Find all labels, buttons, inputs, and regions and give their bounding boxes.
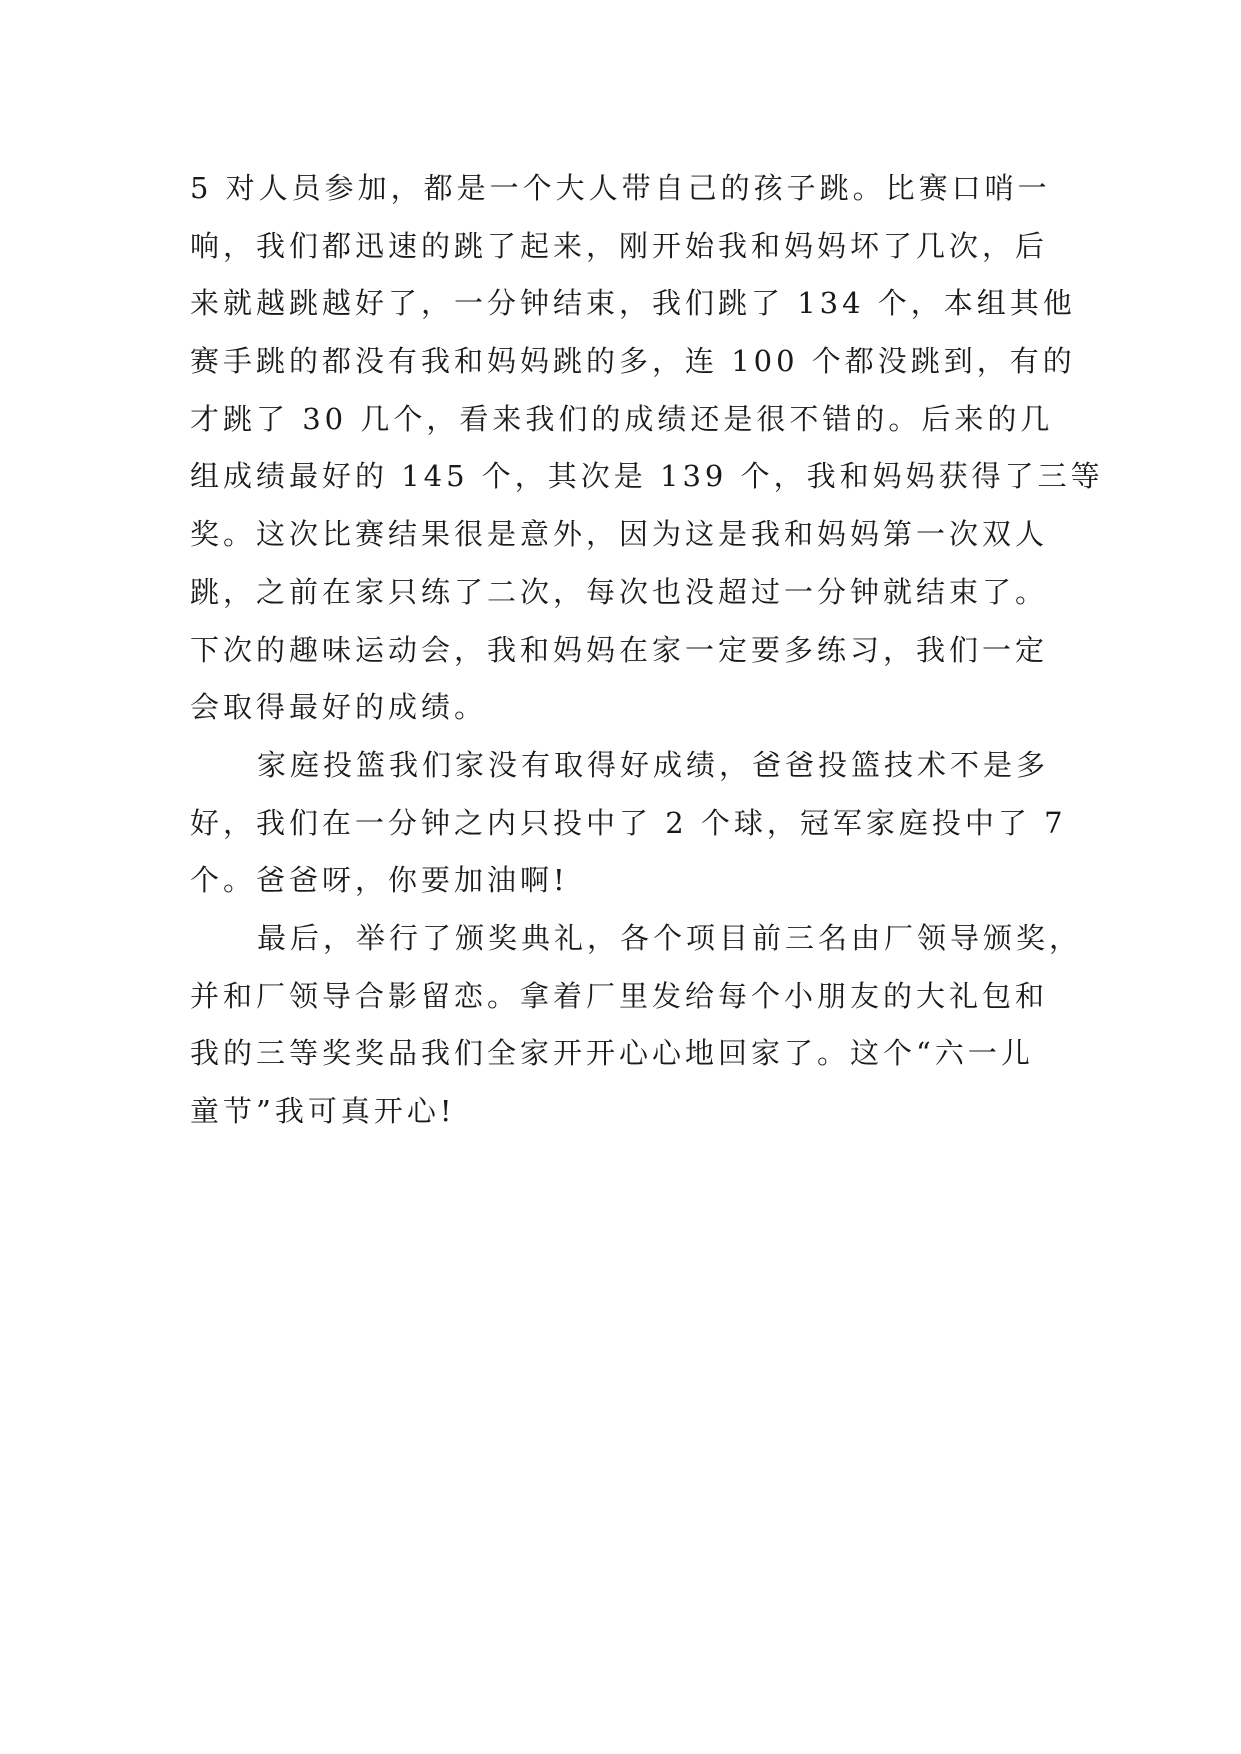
- text-line: 跳，之前在家只练了二次，每次也没超过一分钟就结束了。: [190, 574, 1049, 609]
- document-body: [190, 160, 1104, 1141]
- text-line: 个。爸爸呀，你要加油啊!: [190, 863, 569, 898]
- text-line: 才跳了 30 几个，看来我们的成绩还是很不错的。后来的几: [190, 401, 1054, 436]
- text-line: 会取得最好的成绩。: [190, 690, 488, 725]
- text-line: 并和厂领导合影留恋。拿着厂里发给每个小朋友的大礼包和: [190, 978, 1049, 1013]
- paragraph-start-line: 家庭投篮我们家没有取得好成绩，爸爸投篮技术不是多: [257, 747, 1050, 782]
- paragraph-start-line: 最后，举行了颁奖典礼，各个项目前三名由厂领导颁奖，: [257, 920, 1083, 955]
- text-line: 5 对人员参加，都是一个大人带自己的孩子跳。比赛口哨一: [190, 171, 1051, 205]
- text-line: 下次的趣味运动会，我和妈妈在家一定要多练习，我们一定: [190, 632, 1049, 667]
- text-line: 组成绩最好的 145 个，其次是 139 个，我和妈妈获得了三等: [190, 459, 1104, 494]
- text-line: 我的三等奖奖品我们全家开开心心地回家了。这个“六一儿: [190, 1036, 1034, 1071]
- text-line: 奖。这次比赛结果很是意外，因为这是我和妈妈第一次双人: [190, 517, 1049, 552]
- text-line: 好，我们在一分钟之内只投中了 2 个球，冠军家庭投中了 7: [190, 805, 1067, 840]
- text-line: 童节”我可真开心!: [190, 1094, 456, 1128]
- text-line: 来就越跳越好了，一分钟结束，我们跳了 134 个，本组其他: [190, 286, 1076, 321]
- text-line: 响，我们都迅速的跳了起来，刚开始我和妈妈坏了几次，后: [190, 228, 1049, 263]
- text-line: 赛手跳的都没有我和妈妈跳的多，连 100 个都没跳到，有的: [190, 344, 1076, 379]
